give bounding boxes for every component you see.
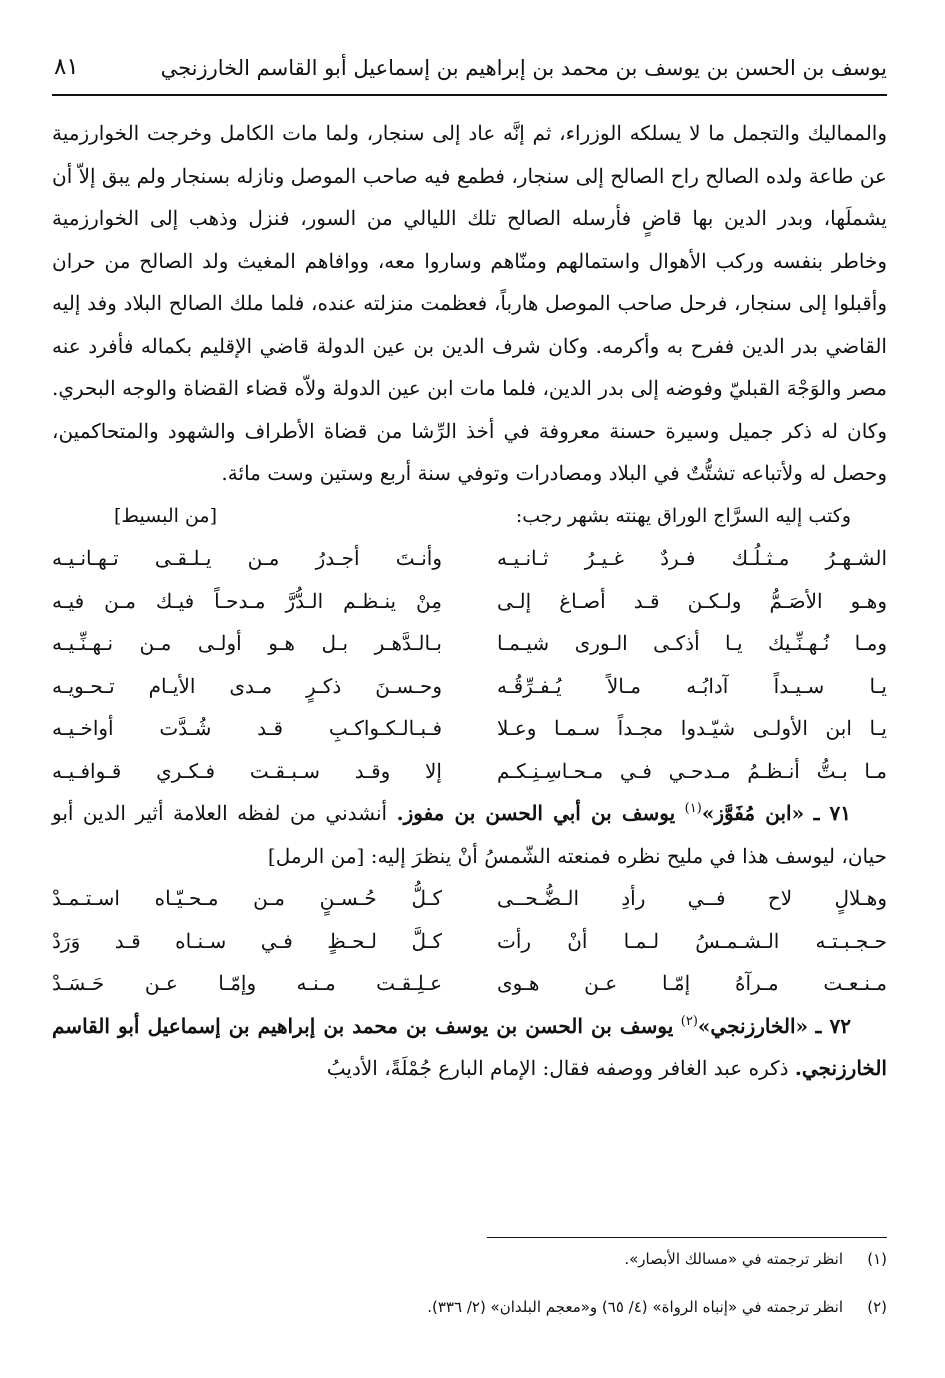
verse-second-hemistich: وأنـتَ أجـدرُ مـن يـلـقـى تـهـانـيـه <box>52 546 442 570</box>
footnote-ref: (١) <box>684 801 702 816</box>
verse <box>52 580 887 623</box>
verse-second-hemistich: فـبـالـكـواكـبِ قـد شُـدَّت أواخـيـه <box>52 716 442 740</box>
footnote-rule <box>487 1237 887 1238</box>
verse <box>52 877 887 920</box>
poem-rajab <box>52 537 887 792</box>
page-header <box>52 50 887 90</box>
footnote-text: انظر ترجمته في «مسالك الأبصار». <box>624 1250 843 1268</box>
entry-name: يوسف بن الحسن بن يوسف بن محمد بن إبراهيم بن إسماعيل أبو القاسم الخارزنجي. <box>52 1013 887 1080</box>
entry-name: يوسف بن أبي الحسن بن مفوز. <box>396 801 676 825</box>
entry-number: ٧٢ ـ <box>815 1013 851 1038</box>
verse-first-hemistich: حـجـبـتـه الـشـمـسُ لـمـا أنْ رأت <box>497 928 887 953</box>
verse-second-hemistich: بـالـدَّهـر بـل هـو أولـى مـن نـهـنِّـيـه <box>52 631 442 655</box>
verse-first-hemistich: الشـهـرُ مـثـلُـك فـردٌ غـيـرُ ثـانـيـه <box>497 546 887 570</box>
footnote-number: (٢) <box>867 1298 887 1316</box>
verse-second-hemistich: كـلُّ حُـسـنٍ مـن مـحـيّـاه اسـتـمـدْ <box>52 886 442 910</box>
verse-second-hemistich: إلا وقـد سـبـقـت فـكـري قـوافـيـه <box>52 758 442 783</box>
verse-first-hemistich: وهـو الأصَـمُّ ولـكـن قـد أصـاغ إلـى <box>497 588 887 613</box>
verse-first-hemistich: مـنـعـت مـرآهُ إمّـا عـن هـوى <box>497 971 887 995</box>
poem-meter: [من الرمل] <box>267 843 365 868</box>
footnote <box>52 1292 887 1340</box>
verse <box>52 707 887 750</box>
verse-first-hemistich: ومـا نُـهـنِّـيك يـا أذكـى الـورى شيـمـا <box>497 631 887 655</box>
entry-71 <box>52 792 887 877</box>
entry-text: أنشدني من لفظه العلامة أثير الدين أبو حيان، ليوسف هذا في مليح نظره فمنعته الشّمسُ أنْ ينظرَ إليه: <box>52 801 887 868</box>
verse-second-hemistich: كـلَّ لـحـظٍ فـي سـنـاه قـد وَرَدْ <box>52 928 442 953</box>
page-number: ٨١ <box>54 54 79 80</box>
entry-nickname: «الخارزنجي» <box>697 1013 809 1038</box>
poem-intro: وكتب إليه السرَّاج الوراق يهنته بشهر رجب: <box>515 504 851 527</box>
entry-text: ذكره عبد الغافر ووصفه فقال: الإمام البارع جُمْلَةً، الأديبُ <box>326 1056 789 1080</box>
entry-number: ٧١ ـ <box>813 801 851 825</box>
footnote-ref: (٢) <box>680 1013 698 1029</box>
verse-second-hemistich: عـلِـقـت مـنـه وإمّـا عـن حَـسَـدْ <box>52 971 442 995</box>
footnote-text: انظر ترجمته في «إنباه الرواة» (٤/ ٦٥) و«معجم البلدان» (٢/ ٣٣٦). <box>427 1298 843 1316</box>
book-page <box>52 0 887 1378</box>
running-title: يوسف بن الحسن بن يوسف بن محمد بن إبراهيم بن إسماعيل أبو القاسم الخارزنجي <box>160 56 887 80</box>
header-rule <box>52 94 887 96</box>
entry-72 <box>52 1005 887 1090</box>
verse <box>52 622 887 665</box>
verse-second-hemistich: مِنْ ينـظـم الـدُّرَّ مـدحـاً فيـك مـن فيـه <box>52 588 442 613</box>
entry-nickname: «ابن مُفَوَّز» <box>701 801 805 825</box>
footnote <box>52 1244 887 1292</box>
verse-first-hemistich: مـا بـتُّ أنـظـمُ مـدحـي فـي مـحـاسِـنِـكـم <box>497 758 887 783</box>
footnote-number: (١) <box>867 1250 887 1268</box>
verse-second-hemistich: وحـسـنَ ذكـرٍ مـدى الأيـام تـحـويـه <box>52 673 442 698</box>
verse <box>52 537 887 580</box>
verse-first-hemistich: وهـلالٍ لاح فــي رأدِ الـضُّـحــى <box>497 886 887 910</box>
main-text <box>52 112 887 1090</box>
verse-first-hemistich: يـا ابن الأولـى شيّـدوا مجـداً سـمـا وعـلا <box>497 716 887 740</box>
poem-meter: [من البسيط] <box>114 504 218 527</box>
poem-intro-line <box>52 495 887 538</box>
poem-crescent <box>52 877 887 1005</box>
biography-paragraph: والمماليك والتجمل ما لا يسلكه الوزراء، ثم إنَّه عاد إلى سنجار، ولما مات الكامل وخرجت الخوارزمية عن طاعة ولده الصالح راح الصالح إلى سنجار، فطمع فيه صاحب الموصل ونازله بسنجار ولم يبق إلاّ أن يشملَها، وبدر الدين بها قاضٍ فأرسله الصالح تلك الليالي من السور، فنزل وذهب إلى الخوارزمية وخاطر بنفسه وركب الأهوال واستمالهم ومنّاهم وساروا معه، ووافاهم المغيث ولد الصالح من حران وأقبلوا إلى سنجار، فرحل صاحب الموصل هارباً، فعظمت منزلته عنده، فلما ملك الصالح البلاد وفد إليه القاضي بدر الدين ففرح به وأكرمه. وكان شرف الدين بن عين الدولة قاضي الإقليم بكماله فأفرد عنه مصر والوَجْهَ القبليّ وفوضه إلى بدر الدين، فلما مات ابن عين الدولة ولاّه قضاء القضاة والوجه البحري. وكان له ذكر جميل وسيرة حسنة معروفة في أخذ الرِّشا من قضاة الأطراف والشهود والمتحاكمين، وحصل له ولأتباعه تشتُّتٌ في البلاد ومصادرات وتوفي سنة أربع وستين وست مائة. <box>52 121 887 485</box>
footnotes <box>52 1244 887 1340</box>
verse <box>52 962 887 1005</box>
verse <box>52 665 887 708</box>
verse <box>52 920 887 963</box>
verse <box>52 750 887 793</box>
verse-first-hemistich: يـا سـيـداً آدابُـه مـالاً يُـفـرِّقُـه <box>497 673 887 698</box>
